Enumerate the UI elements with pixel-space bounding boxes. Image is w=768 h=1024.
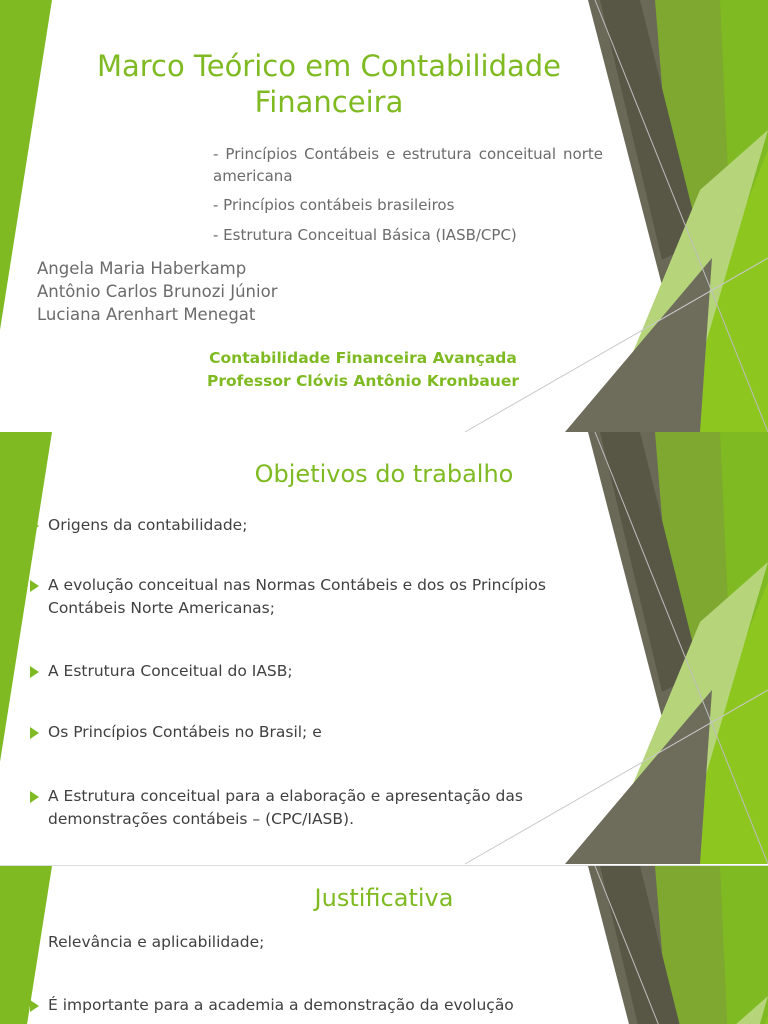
- presentation-title: Marco Teórico em Contabilidade Financeira: [96, 49, 562, 119]
- author-name: Angela Maria Haberkamp: [37, 259, 247, 278]
- course-info: [150, 347, 576, 393]
- bullet-item: [30, 721, 590, 744]
- slide-title: Objetivos do trabalho: [254, 460, 514, 488]
- topic-item: - Princípios Contábeis e estrutura conceitual norte americana: [213, 145, 603, 185]
- bullet-text: A evolução conceitual nas Normas Contábeis e dos os Princípios Contábeis Norte Americanas;: [48, 576, 546, 617]
- bullet-item: [30, 931, 590, 954]
- slide-objectives: [0, 432, 768, 866]
- bullet-arrow-icon: [30, 666, 39, 678]
- bullet-arrow-icon: [30, 1000, 39, 1012]
- bullet-arrow-icon: [30, 791, 39, 803]
- slide-title: [0, 0, 768, 432]
- bullet-arrow-icon: [30, 520, 39, 532]
- bullet-item: [30, 574, 590, 620]
- bullet-text: Origens da contabilidade;: [48, 516, 248, 534]
- slide-justification: [0, 866, 768, 1024]
- author-name: Antônio Carlos Brunozi Júnior: [37, 282, 278, 301]
- bullet-text: É importante para a academia a demonstração da evolução: [48, 996, 514, 1014]
- bullet-text: Relevância e aplicabilidade;: [48, 933, 265, 951]
- bullet-arrow-icon: [30, 937, 39, 949]
- slide-title: Justificativa: [314, 884, 454, 912]
- bullet-arrow-icon: [30, 580, 39, 592]
- bullet-item: [30, 660, 590, 683]
- author-name: Luciana Arenhart Menegat: [37, 305, 256, 324]
- professor-name: Professor Clóvis Antônio Kronbauer: [207, 372, 519, 390]
- bullet-item: [30, 785, 590, 831]
- authors-list: [37, 257, 277, 326]
- bullet-item: [30, 514, 590, 537]
- bullet-text: A Estrutura Conceitual do IASB;: [48, 662, 293, 680]
- topic-item: - Estrutura Conceitual Básica (IASB/CPC): [213, 226, 517, 244]
- bullet-text: A Estrutura conceitual para a elaboração e apresentação das demonstrações contábeis – (CPC/IASB).: [48, 787, 523, 828]
- course-name: Contabilidade Financeira Avançada: [209, 349, 517, 367]
- bullet-item: [30, 994, 590, 1017]
- bullet-text: Os Princípios Contábeis no Brasil; e: [48, 723, 322, 741]
- bullet-arrow-icon: [30, 727, 39, 739]
- topic-item: - Princípios contábeis brasileiros: [213, 196, 455, 214]
